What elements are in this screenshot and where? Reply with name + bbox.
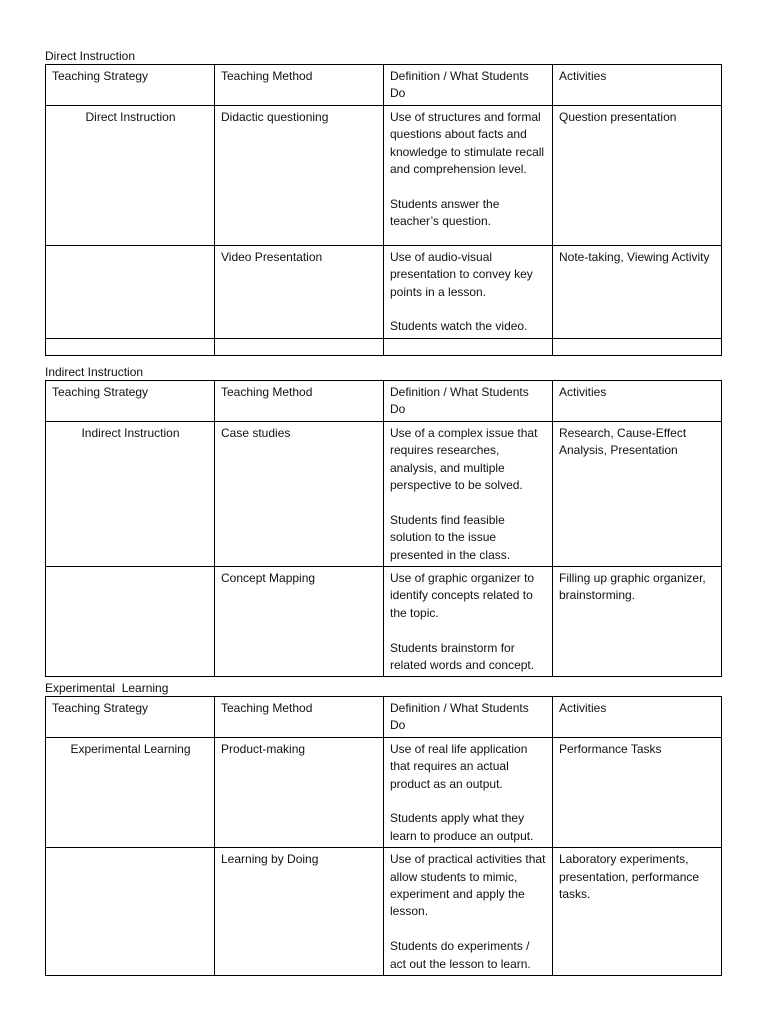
table-row bbox=[46, 245, 722, 338]
activities-cell: Laboratory experiments, presentation, performance tasks. bbox=[553, 848, 722, 976]
header-definition: Definition / What Students Do bbox=[384, 65, 553, 106]
students-do-text: Students answer the teacher’s question. bbox=[390, 196, 500, 229]
section-title: Indirect Instruction bbox=[45, 365, 144, 379]
table-row bbox=[46, 848, 722, 976]
method-cell: Case studies bbox=[215, 421, 384, 566]
header-teaching-method: Teaching Method bbox=[215, 697, 384, 738]
strategy-cell-empty bbox=[46, 567, 215, 677]
students-do-text: Students watch the video. bbox=[390, 319, 528, 334]
header-teaching-strategy: Teaching Strategy bbox=[46, 381, 215, 422]
table-row bbox=[46, 105, 722, 245]
header-activities: Activities bbox=[553, 65, 722, 106]
strategy-table bbox=[45, 380, 722, 677]
header-teaching-strategy: Teaching Strategy bbox=[46, 697, 215, 738]
strategy-cell: Experimental Learning bbox=[46, 737, 215, 847]
table-row bbox=[46, 567, 722, 677]
students-do-text: Students find feasible solution to the issue presented in the class. bbox=[390, 512, 511, 562]
header-teaching-method: Teaching Method bbox=[215, 381, 384, 422]
strategy-cell: Indirect Instruction bbox=[46, 421, 215, 566]
strategy-cell-empty bbox=[46, 848, 215, 976]
definition-cell bbox=[384, 567, 553, 677]
method-cell: Product-making bbox=[215, 737, 384, 847]
section-experimental-learning bbox=[45, 680, 722, 976]
empty-cell bbox=[384, 338, 553, 355]
students-do-text: Students brainstorm for related words and concept. bbox=[390, 640, 535, 673]
definition-text: Use of a complex issue that requires researches, analysis, and multiple perspective to be solved. bbox=[390, 425, 538, 493]
definition-text: Use of graphic organizer to identify concepts related to the topic. bbox=[390, 571, 535, 620]
section-indirect-instruction bbox=[45, 364, 722, 677]
activities-cell: Performance Tasks bbox=[553, 737, 722, 847]
definition-cell bbox=[384, 245, 553, 338]
activities-cell: Note-taking, Viewing Activity bbox=[553, 245, 722, 338]
table-header-row bbox=[46, 381, 722, 422]
strategy-table bbox=[45, 696, 722, 976]
section-title: Experimental Learning bbox=[45, 681, 169, 695]
header-activities: Activities bbox=[553, 697, 722, 738]
table-row-empty bbox=[46, 338, 722, 355]
students-do-text: Students apply what they learn to produce an output. bbox=[390, 811, 534, 843]
definition-cell bbox=[384, 848, 553, 976]
strategy-cell-empty bbox=[46, 245, 215, 338]
definition-cell bbox=[384, 421, 553, 566]
activities-cell: Question presentation bbox=[553, 105, 722, 245]
definition-text: Use of practical activities that allow students to mimic, experiment and apply the lesson. bbox=[390, 852, 546, 919]
method-cell: Didactic questioning bbox=[215, 105, 384, 245]
method-cell: Video Presentation bbox=[215, 245, 384, 338]
activities-cell: Filling up graphic organizer, brainstorming. bbox=[553, 567, 722, 677]
header-activities: Activities bbox=[553, 381, 722, 422]
table-row bbox=[46, 737, 722, 847]
students-do-text: Students do experiments / act out the lesson to learn. bbox=[390, 939, 531, 971]
section-direct-instruction bbox=[45, 48, 722, 356]
strategy-table bbox=[45, 64, 722, 356]
definition-text: Use of real life application that requires an actual product as an output. bbox=[390, 741, 528, 791]
empty-cell bbox=[46, 338, 215, 355]
header-definition: Definition / What Students Do bbox=[384, 381, 553, 422]
header-teaching-strategy: Teaching Strategy bbox=[46, 65, 215, 106]
table-header-row bbox=[46, 65, 722, 106]
header-teaching-method: Teaching Method bbox=[215, 65, 384, 106]
activities-cell: Research, Cause-Effect Analysis, Presentation bbox=[553, 421, 722, 566]
table-row bbox=[46, 421, 722, 566]
method-cell: Learning by Doing bbox=[215, 848, 384, 976]
empty-cell bbox=[553, 338, 722, 355]
definition-cell bbox=[384, 105, 553, 245]
definition-text: Use of structures and formal questions about facts and knowledge to stimulate recall and comprehension level. bbox=[390, 109, 545, 177]
strategy-cell: Direct Instruction bbox=[46, 105, 215, 245]
header-definition: Definition / What Students Do bbox=[384, 697, 553, 738]
section-title: Direct Instruction bbox=[45, 49, 136, 63]
definition-text: Use of audio-visual presentation to convey key points in a lesson. bbox=[390, 249, 533, 299]
table-header-row bbox=[46, 697, 722, 738]
method-cell: Concept Mapping bbox=[215, 567, 384, 677]
empty-cell bbox=[215, 338, 384, 355]
definition-cell bbox=[384, 737, 553, 847]
